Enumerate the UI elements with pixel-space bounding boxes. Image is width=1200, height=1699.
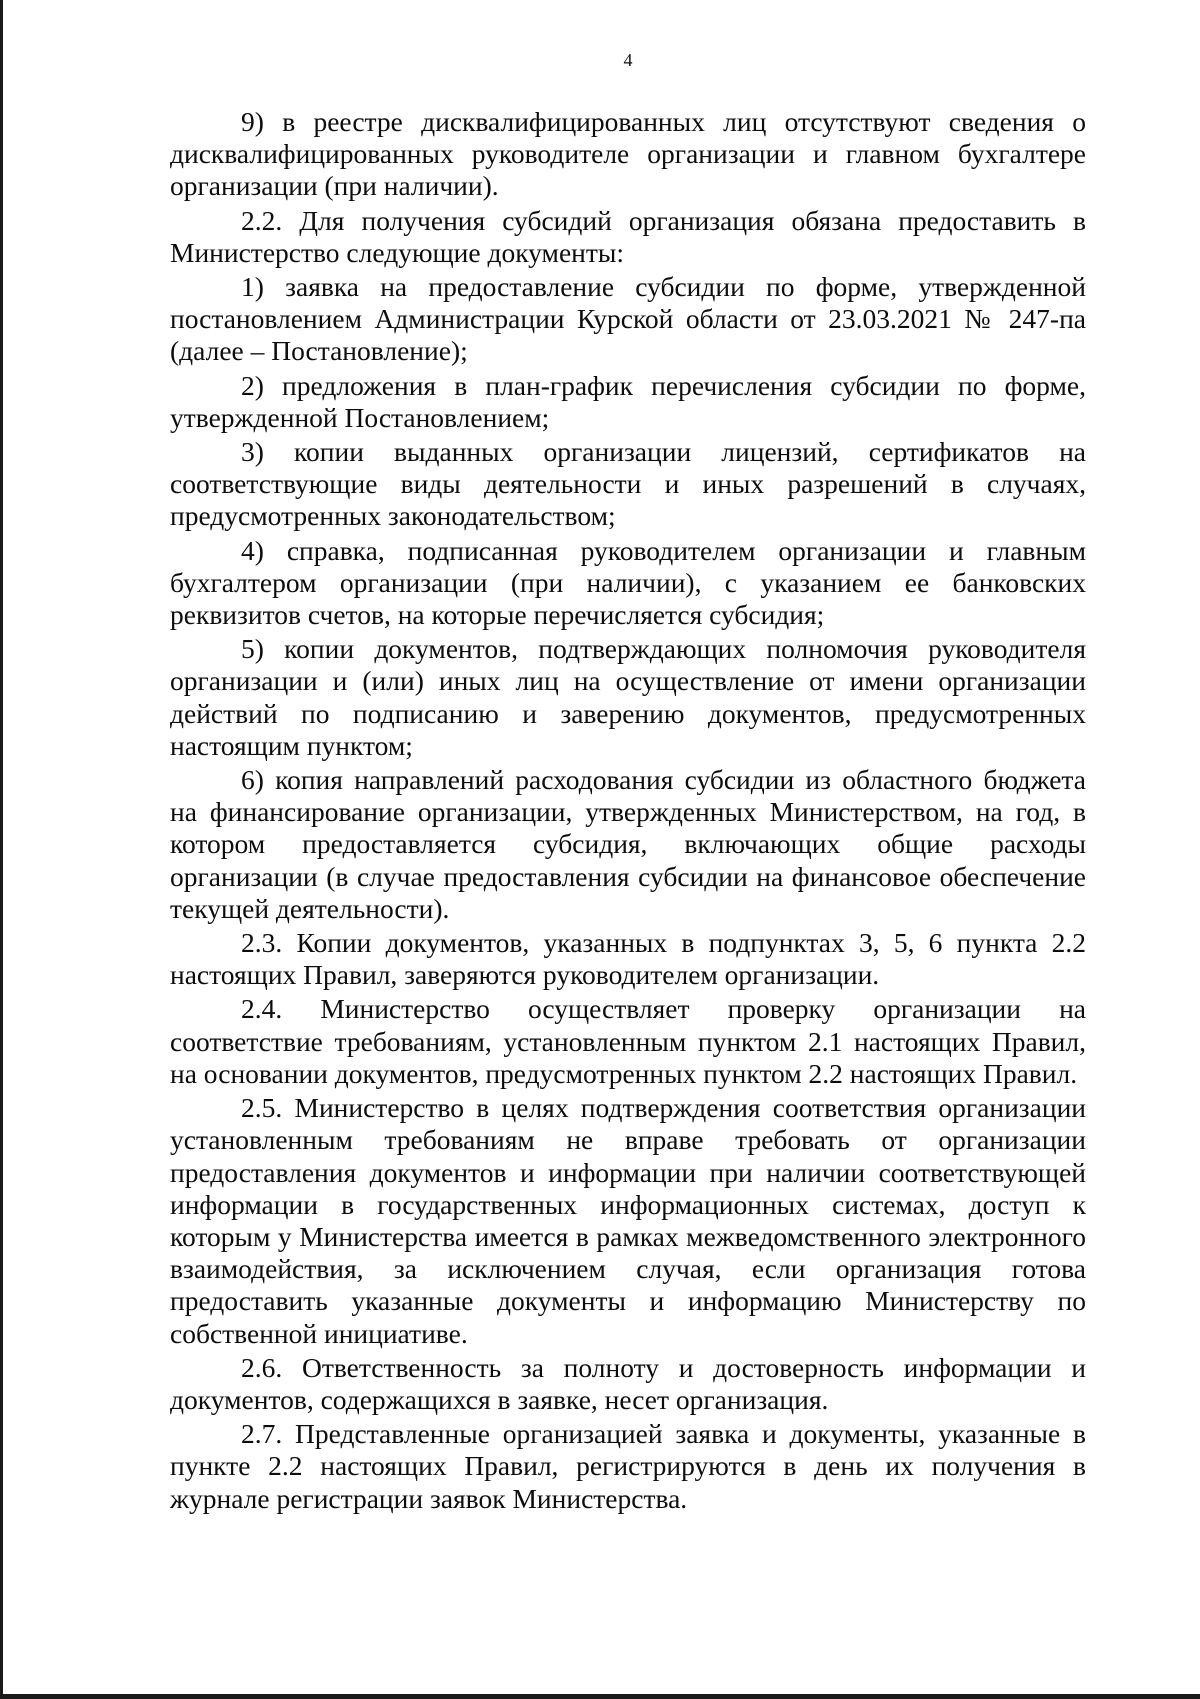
paragraph-item-9: 9) в реестре дисквалифицированных лиц отсутствуют сведения о дисквалифицированных руководителе организации и главном бухгалтере организации (при наличии). (170, 106, 1086, 202)
paragraph-2-6: 2.6. Ответственность за полноту и достоверность информации и документов, содержащихся в заявке, несет организация. (170, 1351, 1086, 1415)
scan-edge-bottom (0, 1694, 1200, 1699)
paragraph-item-6: 6) копия направлений расходования субсидии из областного бюджета на финансирование организации, утвержденных Министерством, на год, в котором предоставляется субсидия, включающих общие расходы организации (в случае предоставления субсидии на финансовое обеспечение текущей деятельности). (170, 764, 1086, 924)
paragraph-item-4: 4) справка, подписанная руководителем организации и главным бухгалтером организации (при наличии), с указанием ее банковских реквизитов счетов, на которые перечисляется субсидия; (170, 534, 1086, 631)
scan-edge-left (0, 0, 3, 1699)
paragraph-2-2: 2.2. Для получения субсидий организация обязана предоставить в Министерство следующие документы: (170, 204, 1086, 268)
paragraph-item-5: 5) копии документов, подтверждающих полномочия руководителя организации и (или) иных лиц на осуществление от имени организации действий по подписанию и заверению документов, предусмотренных настоящим пунктом; (170, 633, 1086, 761)
paragraph-item-2: 2) предложения в план-график перечисления субсидии по форме, утвержденной Постановлением; (170, 369, 1086, 433)
paragraph-item-3: 3) копии выданных организации лицензий, сертификатов на соответствующие виды деятельности и иных разрешений в случаях, предусмотренных законодательством; (170, 436, 1086, 532)
paragraph-2-5: 2.5. Министерство в целях подтверждения соответствия организации установленным требованиям не вправе требовать от организации предоставления документов и информации при наличии соответствующей информации в государственных информационных системах, доступ к которым у Министерства имеется в рамках межведомственного электронного взаимодействия, за исключением случая, если организация готова предоставить указанные документы и информацию Министерству по собственной инициативе. (170, 1092, 1086, 1349)
paragraph-2-7: 2.7. Представленные организацией заявка и документы, указанные в пункте 2.2 настоящих Правил, регистрируются в день их получения в журнале регистрации заявок Министерства. (170, 1418, 1086, 1514)
paragraph-item-1: 1) заявка на предоставление субсидии по форме, утвержденной постановлением Администрации Курской области от 23.03.2021 № 247-па (далее – Постановление); (170, 271, 1086, 367)
page-number: 4 (623, 50, 633, 70)
paragraph-2-4: 2.4. Министерство осуществляет проверку организации на соответствие требованиям, установленным пунктом 2.1 настоящих Правил, на основании документов, предусмотренных пунктом 2.2 настоящих Правил. (170, 993, 1086, 1089)
paragraph-2-3: 2.3. Копии документов, указанных в подпунктах 3, 5, 6 пункта 2.2 настоящих Правил, заверяются руководителем организации. (170, 927, 1086, 991)
document-body (170, 106, 1086, 1517)
